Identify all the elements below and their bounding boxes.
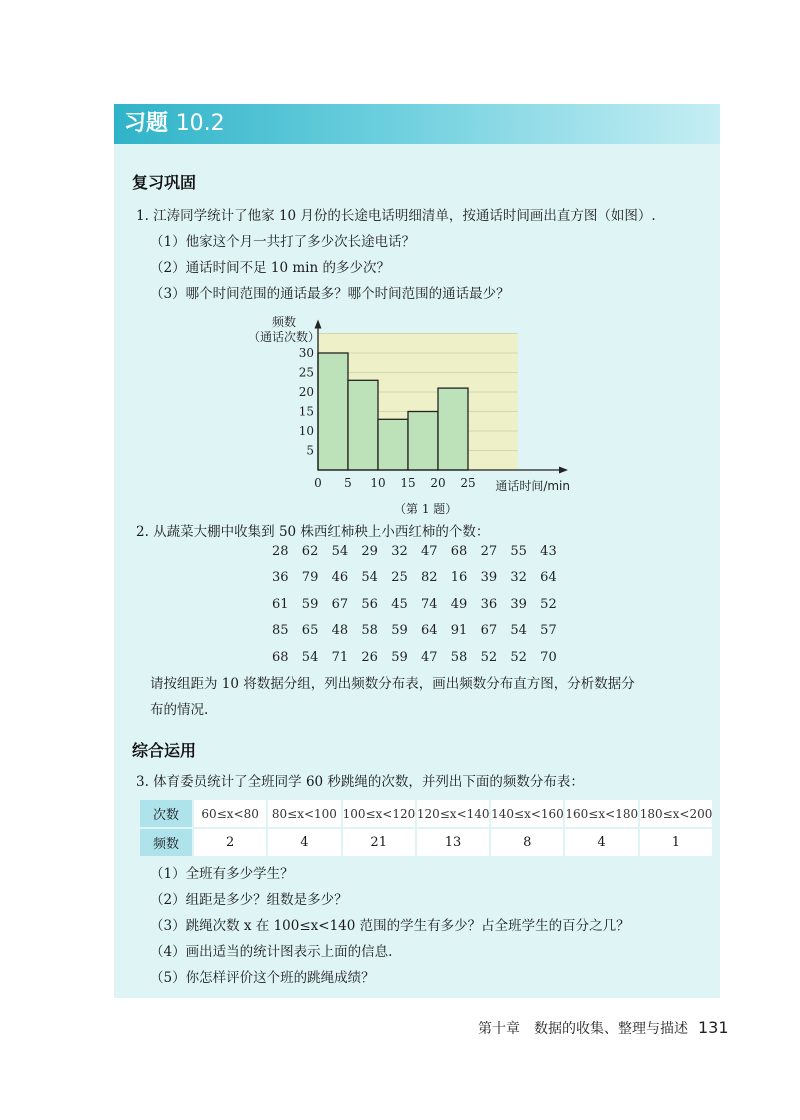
page-footer (478, 1018, 729, 1038)
histogram-bar (318, 353, 348, 470)
title-number: 10.2 (175, 111, 225, 136)
call-duration-histogram (238, 310, 588, 500)
data-value: 68 (450, 544, 468, 559)
data-value: 47 (420, 649, 438, 665)
data-value: 55 (510, 544, 527, 559)
data-value: 36 (480, 596, 498, 612)
q1-sub3: （3）哪个时间范围的通话最多？哪个时间范围的通话最少？ (150, 286, 510, 302)
data-value: 26 (361, 649, 378, 665)
data-value: 49 (450, 596, 468, 612)
data-value: 54 (510, 623, 527, 639)
data-value: 52 (510, 649, 527, 665)
y-tick-label: 10 (298, 424, 314, 438)
table-cell: 4 (268, 829, 340, 856)
data-value: 47 (420, 544, 438, 559)
q2-instruction-2: 布的情况. (150, 702, 209, 718)
page-number: 131 (698, 1018, 729, 1037)
section-heading-application: 综合运用 (132, 741, 197, 760)
table-cell: 100≤x<120 (343, 800, 415, 827)
row-label-counts: 次数 (140, 800, 192, 827)
data-value: 39 (510, 596, 527, 612)
x-axis-label: 通话时间/min (495, 479, 570, 493)
data-value: 68 (272, 649, 289, 665)
data-value: 65 (301, 623, 319, 639)
q2-instruction-1: 请按组距为 10 将数据分组，列出频数分布表，画出频数分布直方图，分析数据分 (150, 676, 635, 692)
exercise-title (124, 108, 225, 140)
y-tick-label: 15 (298, 404, 314, 419)
y-axis-label-unit: （通话次数） (247, 330, 321, 344)
table-cell: 21 (343, 829, 415, 856)
table-row-counts (140, 800, 712, 827)
row-label-frequency: 频数 (140, 829, 192, 856)
table-cell: 1 (640, 829, 712, 856)
data-value: 85 (272, 623, 289, 639)
data-value: 48 (331, 623, 349, 639)
table-cell: 60≤x<80 (194, 800, 266, 827)
title-label: 习题 (124, 111, 169, 136)
data-value: 54 (301, 649, 319, 665)
data-value: 32 (391, 544, 408, 559)
data-value: 39 (480, 570, 498, 586)
y-tick-label: 20 (298, 385, 314, 399)
table-row-frequency (140, 829, 712, 856)
table-cell: 120≤x<140 (417, 800, 489, 827)
table-cell: 2 (194, 829, 266, 856)
data-value: 29 (361, 544, 378, 559)
chapter-title: 第十章 数据的收集、整理与描述 (478, 1021, 688, 1037)
data-value: 67 (331, 596, 349, 612)
q3-sub3: （3）跳绳次数 x 在 100≤x<140 范围的学生有多少？占全班学生的百分之几？ (150, 918, 630, 934)
data-value: 64 (420, 623, 438, 639)
x-tick-label: 15 (400, 476, 416, 490)
data-value: 43 (540, 544, 557, 559)
table-cell: 180≤x<200 (640, 800, 712, 827)
histogram-bar (348, 380, 378, 470)
data-value: 59 (391, 623, 408, 639)
data-value: 25 (391, 570, 408, 586)
q3-stem: 3. 体育委员统计了全班同学 60 秒跳绳的次数，并列出下面的频数分布表： (136, 774, 584, 790)
q3-sub4: （4）画出适当的统计图表示上面的信息. (150, 944, 393, 960)
data-value: 45 (391, 596, 408, 612)
data-value: 62 (301, 544, 319, 559)
data-value: 57 (540, 623, 557, 639)
q3-sub2: （2）组距是多少？组数是多少？ (150, 892, 348, 908)
table-cell: 140≤x<160 (491, 800, 563, 827)
y-tick-label: 5 (306, 443, 314, 458)
table-cell: 4 (565, 829, 637, 856)
data-value: 61 (272, 596, 289, 612)
data-value: 16 (450, 570, 468, 586)
x-tick-label: 10 (370, 476, 386, 490)
y-tick-label: 30 (298, 346, 314, 360)
x-tick-label: 25 (460, 476, 476, 490)
x-axis-arrow (559, 467, 568, 474)
table-cell: 8 (491, 829, 563, 856)
data-value: 71 (331, 649, 349, 665)
data-value: 36 (272, 570, 289, 586)
jump-rope-frequency-table (138, 798, 714, 858)
data-value: 32 (510, 570, 527, 586)
q1-stem: 1. 江涛同学统计了他家 10 月份的长途电话明细清单，按通话时间画出直方图（如图）. (136, 208, 656, 224)
data-value: 54 (361, 570, 378, 586)
x-tick-label: 5 (344, 476, 352, 490)
data-value: 46 (331, 570, 349, 586)
table-cell: 13 (417, 829, 489, 856)
data-value: 56 (361, 596, 378, 612)
data-value: 67 (480, 623, 498, 639)
section-heading-review: 复习巩固 (132, 173, 197, 192)
histogram-bar (408, 412, 438, 471)
q3-sub5: （5）你怎样评价这个班的跳绳成绩？ (150, 970, 375, 986)
q1-sub2: （2）通话时间不足 10 min 的多少次？ (150, 260, 390, 276)
data-value: 64 (540, 570, 557, 586)
data-value: 82 (420, 570, 438, 586)
data-value: 79 (301, 570, 319, 586)
data-value: 70 (540, 649, 557, 665)
data-value: 28 (272, 544, 289, 559)
tomato-count-grid (272, 545, 570, 665)
data-value: 91 (450, 623, 468, 639)
data-value: 59 (391, 649, 408, 665)
histogram-bar (438, 388, 468, 470)
table-cell: 80≤x<100 (268, 800, 340, 827)
y-tick-label: 25 (298, 365, 314, 380)
q3-sub1: （1）全班有多少学生？ (150, 866, 294, 882)
q1-sub1: （1）他家这个月一共打了多少次长途电话？ (150, 234, 416, 250)
data-value: 52 (480, 649, 498, 665)
data-value: 54 (331, 544, 349, 559)
data-value: 58 (361, 623, 378, 639)
data-value: 74 (420, 596, 438, 612)
q2-stem: 2. 从蔬菜大棚中收集到 50 株西红柿秧上小西红柿的个数： (136, 524, 490, 540)
data-value: 58 (450, 649, 468, 665)
data-value: 27 (480, 544, 498, 559)
histogram-bar (378, 419, 408, 470)
data-value: 59 (301, 596, 319, 612)
y-axis-arrow (315, 320, 322, 329)
q1-caption: （第 1 题） (394, 502, 458, 516)
data-value: 52 (540, 596, 557, 612)
table-cell: 160≤x<180 (565, 800, 637, 827)
x-tick-label: 0 (314, 476, 322, 490)
y-axis-label: 频数 (271, 315, 297, 329)
x-tick-label: 20 (430, 476, 446, 490)
